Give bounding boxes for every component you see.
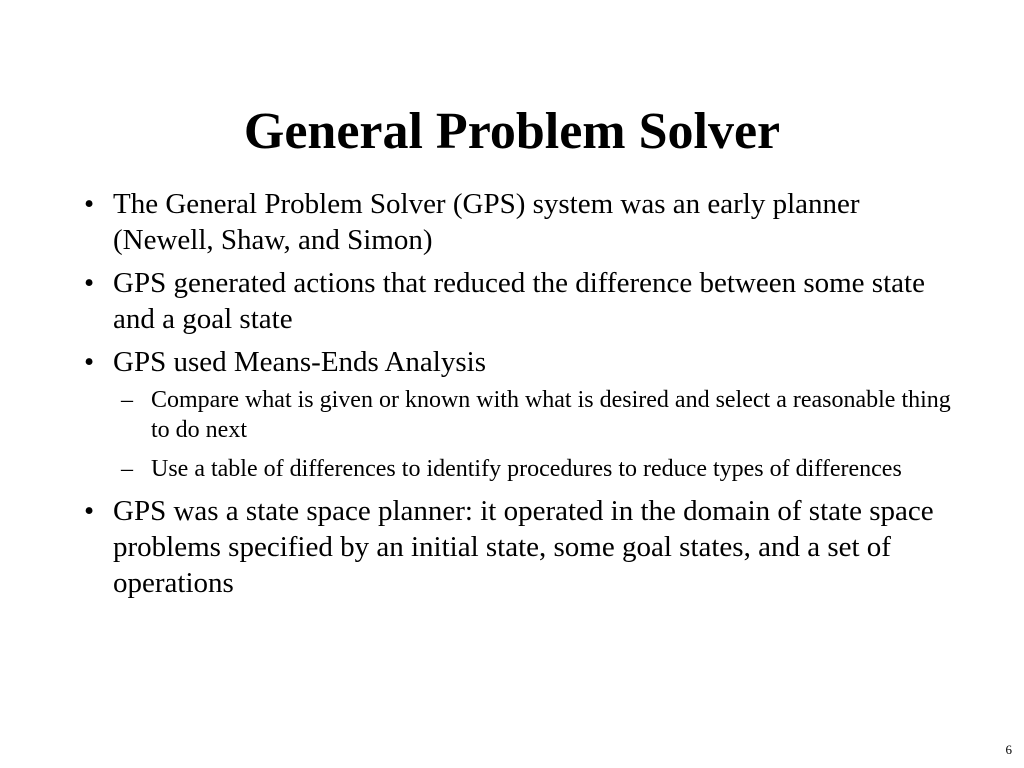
bullet-marker: •	[84, 267, 95, 299]
sub-bullet-marker: –	[121, 387, 133, 413]
sub-bullet-text: Use a table of differences to identify procedures to reduce types of differences	[151, 456, 902, 482]
bullet-text: GPS was a state space planner: it operated in the domain of state space problems specified by an initial state, some goal states, and a set of operations	[113, 495, 934, 599]
sub-bullet-list	[113, 385, 954, 484]
bullet-list	[84, 186, 954, 608]
bullet-marker: •	[84, 495, 95, 527]
sub-bullet-text: Compare what is given or known with what is desired and select a reasonable thing to do next	[151, 387, 951, 443]
bullet-item	[84, 265, 954, 337]
sub-bullet-item	[121, 454, 954, 484]
bullet-marker: •	[84, 346, 95, 378]
sub-bullet-marker: –	[121, 456, 133, 482]
bullet-text: GPS generated actions that reduced the difference between some state and a goal state	[113, 267, 925, 335]
slide-title: General Problem Solver	[243, 103, 781, 160]
bullet-item	[84, 344, 954, 484]
slide-number: 6	[1005, 742, 1012, 757]
sub-bullet-item	[121, 385, 954, 445]
bullet-text: GPS used Means-Ends Analysis	[113, 346, 486, 378]
bullet-marker: •	[84, 188, 95, 220]
bullet-item	[84, 186, 954, 258]
bullet-text: The General Problem Solver (GPS) system was an early planner (Newell, Shaw, and Simon)	[113, 188, 860, 256]
bullet-item	[84, 493, 954, 601]
